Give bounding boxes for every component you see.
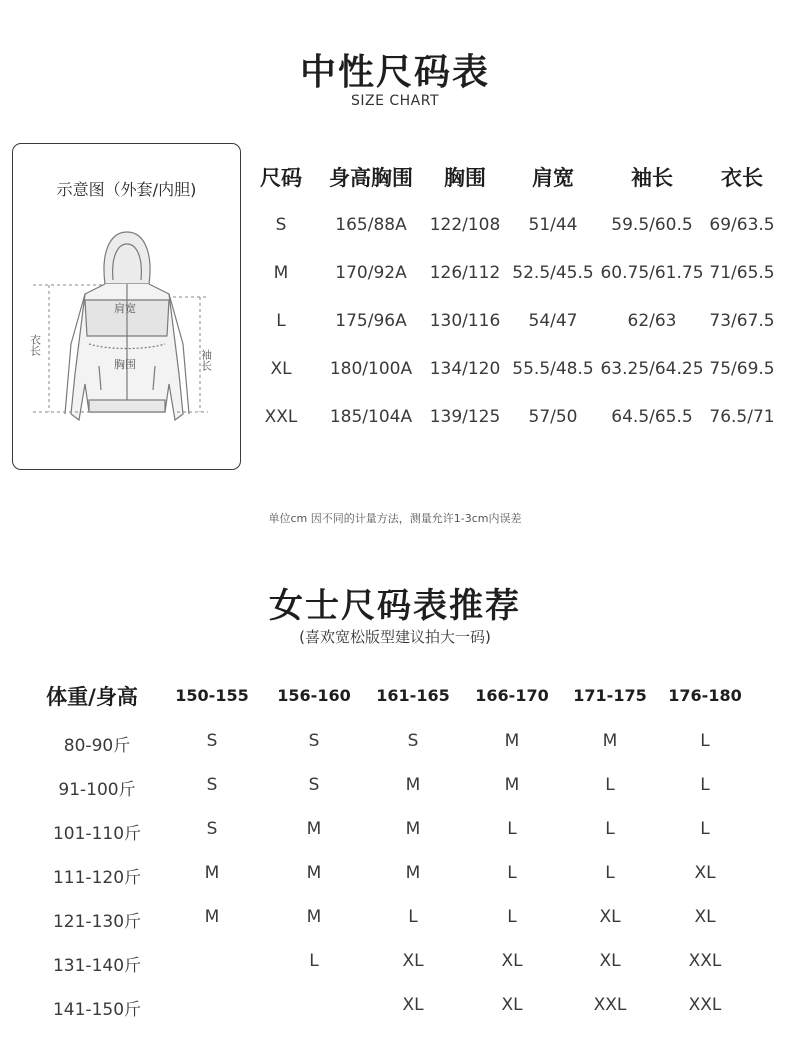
size-cell: L [276, 311, 286, 331]
measure-cell: 55.5/48.5 [512, 359, 594, 379]
jacket-diagram [13, 144, 242, 471]
size-recommendation: L [507, 819, 517, 839]
size-recommendation: S [308, 775, 320, 795]
measure-cell: 64.5/65.5 [611, 407, 693, 427]
size-recommendation: XL [501, 951, 523, 971]
size-recommendation: M [504, 775, 520, 795]
size-cell: XXL [264, 407, 298, 427]
size-recommendation: M [204, 863, 220, 883]
label-shoulder: 肩宽 [114, 302, 136, 315]
size-recommendation: XXL [688, 995, 722, 1015]
size-recommendation: S [206, 819, 218, 839]
column-header: 身高胸围 [329, 166, 413, 190]
measure-cell: 134/120 [429, 359, 501, 379]
size-recommendation: L [700, 775, 710, 795]
measure-cell: 76.5/71 [709, 407, 775, 427]
weight-label: 101-110斤 [52, 824, 142, 844]
size-recommendation: XL [694, 907, 716, 927]
size-recommendation: XL [402, 995, 424, 1015]
page-title: 中性尺码表 [299, 52, 490, 93]
corner-label: 体重/身高 [46, 685, 138, 709]
column-header: 胸围 [444, 166, 486, 190]
measure-cell: 62/63 [627, 311, 677, 331]
size-recommendation: M [306, 907, 322, 927]
measure-cell: 57/50 [528, 407, 578, 427]
size-recommendation: XXL [688, 951, 722, 971]
size-recommendation: M [405, 863, 421, 883]
size-recommendation: XL [599, 907, 621, 927]
size-recommendation: XXL [593, 995, 627, 1015]
weight-label: 121-130斤 [52, 912, 142, 932]
size-recommendation: S [206, 775, 218, 795]
measurement-note: 单位cm 因不同的计量方法，测量允许1-3cm内误差 [268, 512, 522, 525]
measure-cell: 59.5/60.5 [611, 215, 693, 235]
measure-cell: 130/116 [429, 311, 501, 331]
measure-cell: 69/63.5 [709, 215, 775, 235]
height-header: 150-155 [175, 686, 249, 705]
measure-cell: 52.5/45.5 [512, 263, 594, 283]
women-subtitle: (喜欢宽松版型建议拍大一码) [299, 628, 491, 646]
size-recommendation: M [306, 819, 322, 839]
label-sleeve: 袖长 [199, 349, 213, 371]
size-recommendation: XL [402, 951, 424, 971]
size-recommendation: M [504, 731, 520, 751]
measure-cell: 180/100A [329, 359, 413, 379]
size-recommendation: S [308, 731, 320, 751]
measure-cell: 71/65.5 [709, 263, 775, 283]
measure-cell: 51/44 [528, 215, 578, 235]
weight-label: 111-120斤 [52, 868, 142, 888]
measure-cell: 170/92A [335, 263, 407, 283]
size-recommendation: L [700, 819, 710, 839]
size-recommendation: L [309, 951, 319, 971]
size-recommendation: L [507, 863, 517, 883]
weight-label: 91-100斤 [58, 780, 136, 800]
measure-cell: 54/47 [528, 311, 578, 331]
size-cell: M [273, 263, 289, 283]
size-recommendation: L [700, 731, 710, 751]
size-recommendation: S [407, 731, 419, 751]
diagram-label: 示意图（外套/内胆) [56, 180, 197, 199]
height-header: 171-175 [573, 686, 647, 705]
measure-cell: 185/104A [329, 407, 413, 427]
size-recommendation: M [306, 863, 322, 883]
size-recommendation: XL [694, 863, 716, 883]
size-recommendation: XL [501, 995, 523, 1015]
weight-label: 80-90斤 [63, 736, 131, 756]
measure-cell: 126/112 [429, 263, 501, 283]
height-header: 161-165 [376, 686, 450, 705]
column-header: 袖长 [631, 166, 673, 190]
jacket-hood [104, 232, 150, 284]
page-subtitle: SIZE CHART [350, 93, 440, 109]
size-recommendation: M [405, 775, 421, 795]
label-length: 衣长 [28, 334, 42, 356]
measure-cell: 73/67.5 [709, 311, 775, 331]
size-recommendation: M [204, 907, 220, 927]
size-recommendation: L [605, 819, 615, 839]
size-recommendation: XL [599, 951, 621, 971]
measure-cell: 75/69.5 [709, 359, 775, 379]
column-header: 尺码 [260, 166, 302, 190]
measure-cell: 63.25/64.25 [600, 359, 704, 379]
size-cell: S [275, 215, 287, 235]
measure-cell: 165/88A [335, 215, 407, 235]
size-recommendation: M [405, 819, 421, 839]
label-chest: 胸围 [114, 358, 136, 371]
height-header: 166-170 [475, 686, 549, 705]
women-title: 女士尺码表推荐 [269, 586, 521, 626]
column-header: 衣长 [721, 166, 763, 190]
size-cell: XL [270, 359, 292, 379]
height-header: 176-180 [668, 686, 742, 705]
measure-cell: 60.75/61.75 [600, 263, 704, 283]
measure-cell: 139/125 [429, 407, 501, 427]
size-recommendation: L [605, 863, 615, 883]
weight-label: 131-140斤 [52, 956, 142, 976]
weight-label: 141-150斤 [52, 1000, 142, 1020]
size-recommendation: L [507, 907, 517, 927]
column-header: 肩宽 [532, 166, 574, 190]
size-recommendation: L [605, 775, 615, 795]
diagram-panel [12, 143, 241, 470]
size-recommendation: L [408, 907, 418, 927]
height-header: 156-160 [277, 686, 351, 705]
measure-cell: 122/108 [429, 215, 501, 235]
size-recommendation: S [206, 731, 218, 751]
measure-cell: 175/96A [335, 311, 407, 331]
size-recommendation: M [602, 731, 618, 751]
